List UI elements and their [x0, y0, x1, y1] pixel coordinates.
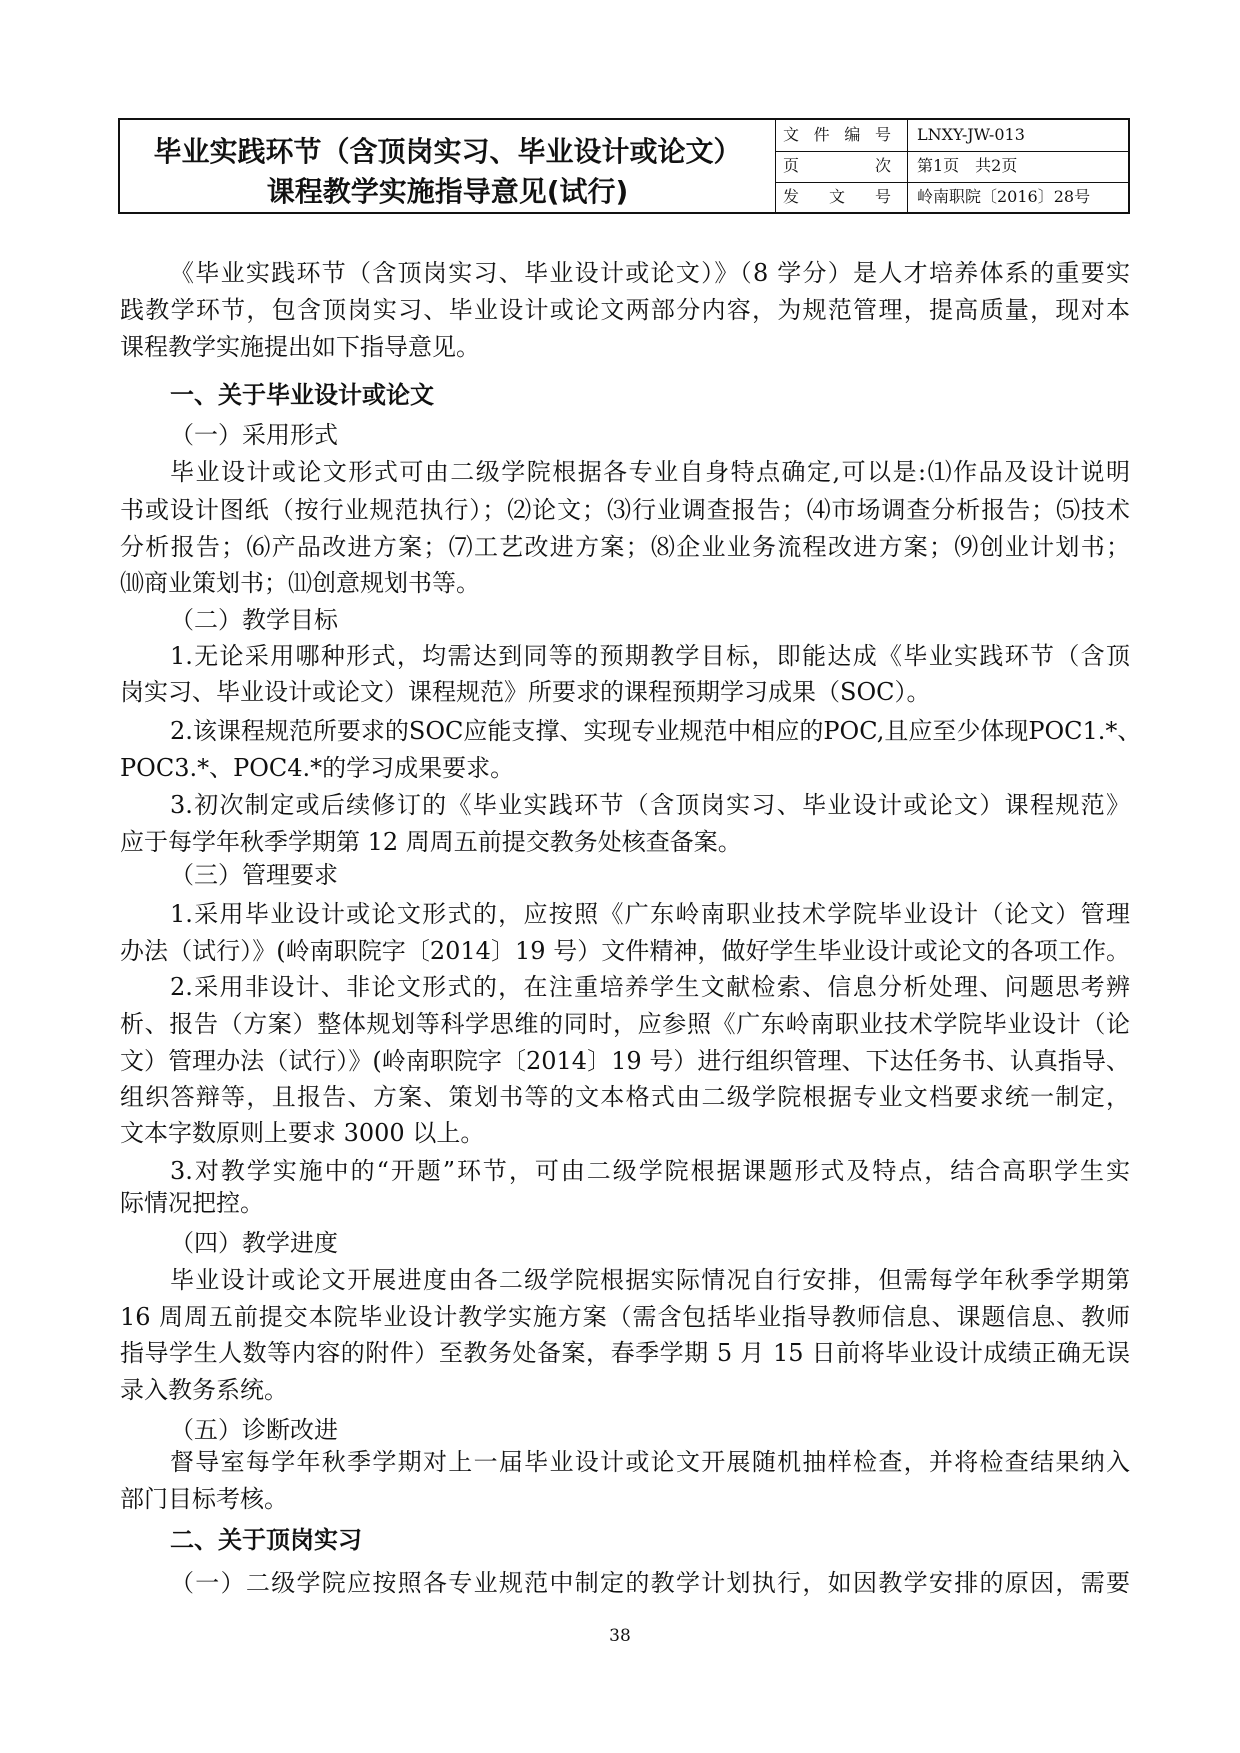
paragraph-line: 组织答辩等，且报告、方案、策划书等的文本格式由二级学院根据专业文档要求统一制定，	[120, 1083, 1130, 1111]
paragraph-line: 指导学生人数等内容的附件）至教务处备案，春季学期 5 月 15 日前将毕业设计成绩正确无误	[120, 1339, 1130, 1367]
title-line-1: 毕业实践环节（含顶岗实习、毕业设计或论文）	[153, 135, 742, 168]
file-number-label: 文件编号	[783, 125, 893, 144]
paragraph-line: 2.该课程规范所要求的SOC应能支撑、实现专业规范中相应的POC,且应至少体现POC1.*、	[170, 717, 1142, 745]
paragraph-line: 督导室每学年秋季学期对上一届毕业设计或论文开展随机抽样检查，并将检查结果纳入	[170, 1448, 1130, 1476]
document-number-value: 岭南职院〔2016〕28号	[917, 187, 1091, 206]
subsection-heading: （四）教学进度	[170, 1229, 338, 1257]
page-value: 第1页 共2页	[917, 156, 1018, 175]
paragraph-line: 部门目标考核。	[120, 1485, 288, 1513]
paragraph-line: 1.无论采用哪种形式，均需达到同等的预期教学目标，即能达成《毕业实践环节（含顶	[170, 642, 1130, 670]
paragraph-line: 书或设计图纸（按行业规范执行）；⑵论文；⑶行业调查报告；⑷市场调查分析报告；⑸技术	[120, 496, 1130, 524]
subsection-heading: （二）教学目标	[170, 606, 338, 634]
paragraph-line: 录入教务系统。	[120, 1376, 288, 1404]
paragraph-line: 2.采用非设计、非论文形式的，在注重培养学生文献检索、信息分析处理、问题思考辨	[170, 973, 1130, 1001]
paragraph-line: 办法（试行）》(岭南职院字〔2014〕19 号）文件精神，做好学生毕业设计或论文的各项工作。	[120, 937, 1130, 965]
paragraph-line: 3.对教学实施中的“开题”环节，可由二级学院根据课题形式及特点，结合高职学生实	[170, 1157, 1130, 1185]
document-header-table	[118, 118, 1130, 214]
subsection-heading: （三）管理要求	[170, 861, 338, 889]
section-1-heading: 一、关于毕业设计或论文	[170, 381, 434, 409]
paragraph-line: 1.采用毕业设计或论文形式的，应按照《广东岭南职业技术学院毕业设计（论文）管理	[170, 900, 1130, 928]
intro-line: 课程教学实施提出如下指导意见。	[120, 333, 480, 361]
title-line-2: 课程教学实施指导意见(试行)	[266, 175, 629, 208]
row-page	[775, 151, 1130, 183]
subsection-heading: （一）采用形式	[170, 421, 338, 449]
paragraph-line: 分析报告；⑹产品改进方案；⑺工艺改进方案；⑻企业业务流程改进方案；⑼创业计划书；	[120, 533, 1130, 561]
document-number-label: 发文号	[783, 187, 893, 206]
row-file-number	[775, 120, 1130, 152]
paragraph-line: ⑽商业策划书；⑾创意规划书等。	[120, 569, 480, 597]
paragraph-line: 文）管理办法（试行）》(岭南职院字〔2014〕19 号）进行组织管理、下达任务书、认真指导、	[120, 1047, 1130, 1075]
paragraph-line: 析、报告（方案）整体规划等科学思维的同时，应参照《广东岭南职业技术学院毕业设计（论	[120, 1010, 1130, 1038]
paragraph-line: 应于每学年秋季学期第 12 周周五前提交教务处核查备案。	[120, 828, 742, 856]
paragraph-line: （一）二级学院应按照各专业规范中制定的教学计划执行，如因教学安排的原因，需要	[170, 1569, 1130, 1597]
paragraph-line: 16 周周五前提交本院毕业设计教学实施方案（需含包括毕业指导教师信息、课题信息、教师	[120, 1303, 1130, 1331]
document-title	[120, 120, 776, 212]
paragraph-line: 岗实习、毕业设计或论文）课程规范》所要求的课程预期学习成果（SOC）。	[120, 678, 931, 706]
file-number-value: LNXY-JW-013	[917, 125, 1025, 144]
paragraph-line: POC3.*、POC4.*的学习成果要求。	[120, 754, 515, 782]
paragraph-line: 毕业设计或论文形式可由二级学院根据各专业自身特点确定,可以是:⑴作品及设计说明	[170, 458, 1130, 486]
section-2-heading: 二、关于顶岗实习	[170, 1526, 362, 1554]
intro-line: 《毕业实践环节（含顶岗实习、毕业设计或论文）》（8 学分）是人才培养体系的重要实	[170, 259, 1130, 287]
paragraph-line: 际情况把控。	[120, 1189, 264, 1217]
paragraph-line: 3.初次制定或后续修订的《毕业实践环节（含顶岗实习、毕业设计或论文）课程规范》	[170, 791, 1130, 819]
subsection-heading: （五）诊断改进	[170, 1416, 338, 1444]
page-label: 页次	[783, 156, 893, 175]
row-document-number	[775, 182, 1130, 213]
paragraph-line: 毕业设计或论文开展进度由各二级学院根据实际情况自行安排，但需每学年秋季学期第	[170, 1266, 1130, 1294]
paragraph-line: 文本字数原则上要求 3000 以上。	[120, 1119, 485, 1147]
page-number: 38	[609, 1626, 631, 1646]
intro-line: 践教学环节，包含顶岗实习、毕业设计或论文两部分内容，为规范管理，提高质量，现对本	[120, 296, 1130, 324]
